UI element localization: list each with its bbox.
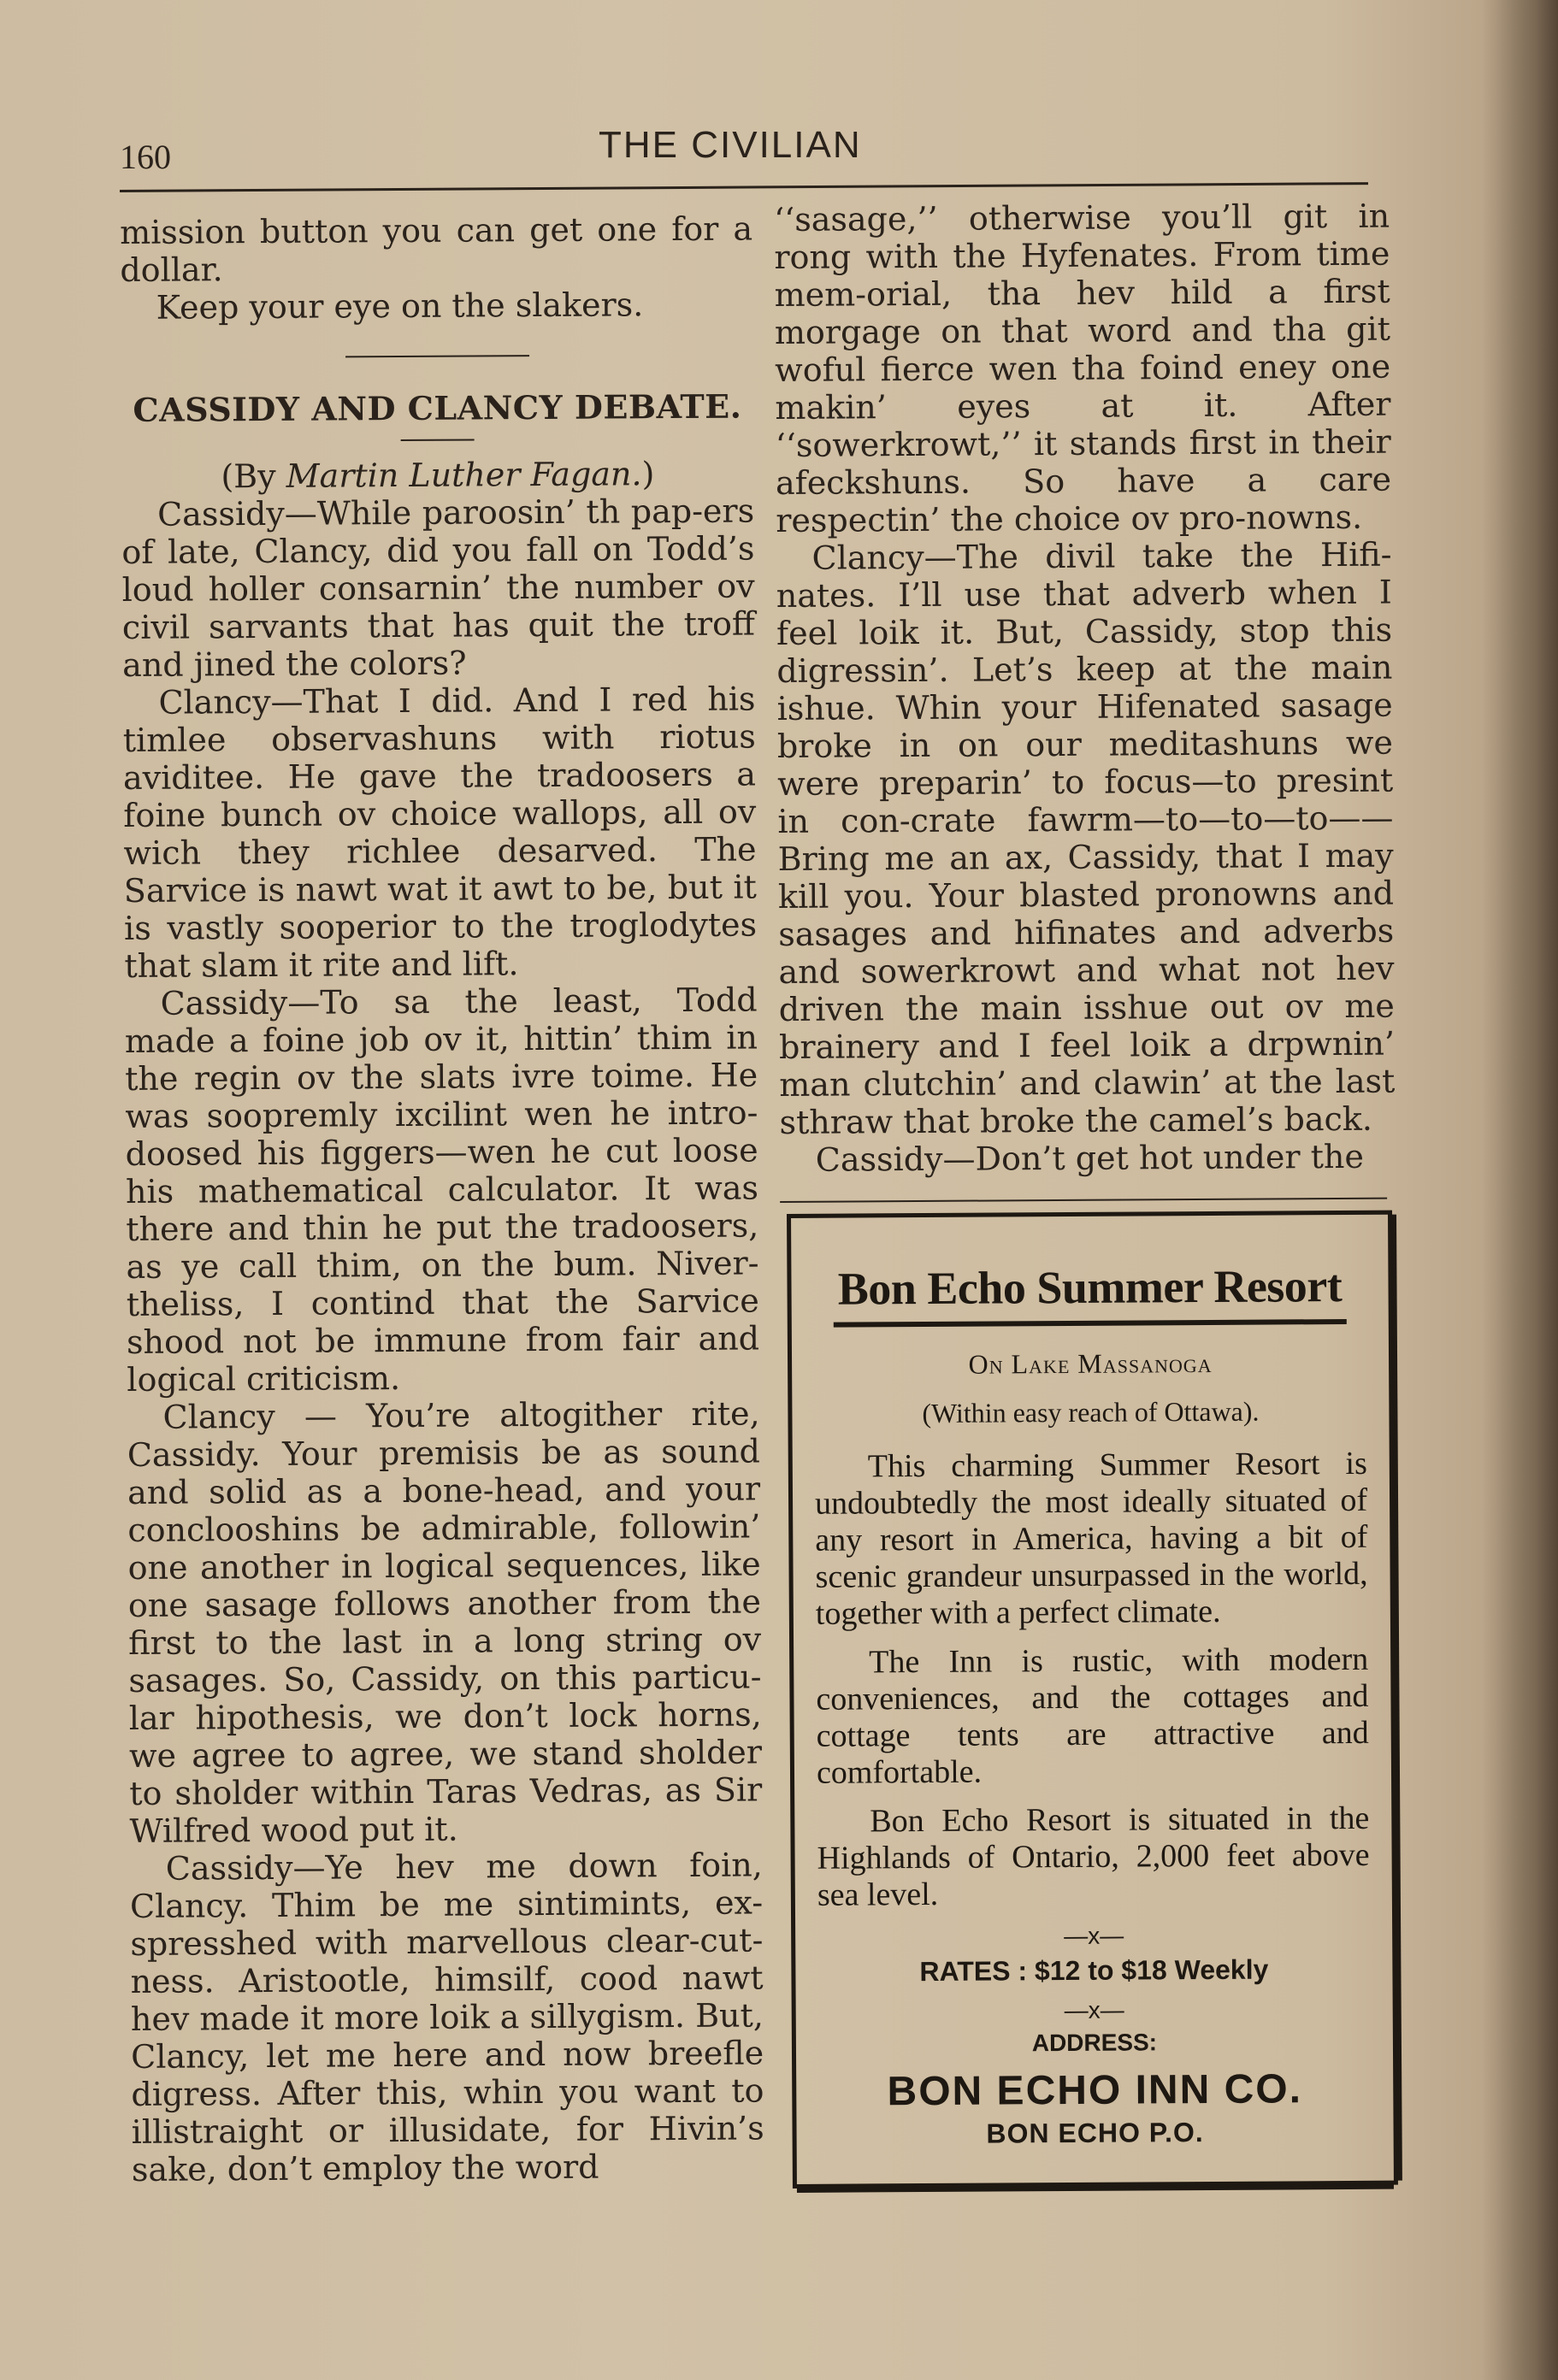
header-rule bbox=[120, 182, 1368, 192]
ad-border-shadow bbox=[797, 2184, 1394, 2193]
running-head: THE CIVILIAN bbox=[599, 124, 862, 166]
article-paragraph: Cassidy—Don’t get hot under the bbox=[815, 1137, 1365, 1179]
byline-prefix: (By bbox=[221, 457, 286, 496]
article-paragraph: Clancy—The divil take the Hifi-nates. I’ll use that adverb when I feel loik it. But, Cassidy, stop this digressin’. Let’s keep at the main ishue. Whin your Hifenated sasage broke in on our meditashuns we were preparin’ to focus—to presint in con-crate fawrm—to—to—to—— Bring me an ax, Cassidy, that I may kill you. Your blasted pronowns and sasages and hifinates and adverbs and sowerkrowt and what not hev driven the main isshue out ov me brainery and I feel loik a drpwnin’ man clutchin’ and clawin’ at the last sthraw that broke the camel’s back. bbox=[776, 535, 1396, 1141]
article-title: CASSIDY AND CLANCY DEBATE. bbox=[133, 386, 742, 429]
article-paragraph: Clancy — You’re altogither rite, Cassidy. Your premisis be as sound and solid as a bone-head, and your conclooshins be admirable, followin’ one another in logical sequences, like one sasage follows another from the first to the last in a long string ov sasages. So, Cassidy, on this particu-lar hipothesis, we don’t lock horns, we agree to agree, we stand sholder to sholder within Taras Vedras, as Sir Wilfred wood put it. bbox=[127, 1394, 763, 1850]
continuation-paragraph: Keep your eye on the slakers. bbox=[156, 286, 644, 327]
ad-paragraph: The Inn is rustic, with modern conveniences, and the cottages and cottage tents are attractive and comfortable. bbox=[816, 1641, 1369, 1791]
byline-author: Martin Luther Fagan. bbox=[286, 455, 642, 495]
article-paragraph: Cassidy—While paroosin’ th pap-ers of late, Clancy, did you fall on Todd’s loud holler consarnin’ the number ov civil sarvants that has quit the troff and jined the colors? bbox=[121, 492, 756, 684]
ad-rates: RATES : $12 to $18 Weekly bbox=[919, 1953, 1269, 1988]
section-divider bbox=[345, 355, 529, 357]
ad-title: Bon Echo Summer Resort bbox=[837, 1260, 1343, 1315]
column-end-rule bbox=[780, 1198, 1387, 1203]
ad-paragraph: Bon Echo Resort is situated in the Highlands of Ontario, 2,000 feet above sea level. bbox=[817, 1800, 1370, 1913]
continuation-paragraph: mission button you can get one for a dollar. bbox=[120, 209, 753, 289]
ad-body bbox=[793, 1427, 1392, 1914]
ad-separator: —x— bbox=[1064, 1922, 1124, 1950]
ad-title-rule bbox=[834, 1319, 1347, 1328]
page-number: 160 bbox=[120, 138, 171, 176]
article-paragraph: Cassidy—Ye hev me down foin, Clancy. Thim be me sintimints, ex-spresshed with marvellous clear-cut-ness. Aristootle, himsilf, cood nawt hev made it more loik a sillygism. But, Clancy, let me here and now breefle digress. After this, whin you want to illistraight or illusidate, for Hivin’s sake, don’t employ the word bbox=[129, 1846, 764, 2189]
byline-suffix: ) bbox=[641, 455, 655, 493]
right-column bbox=[774, 197, 1396, 1203]
ad-reach-note: (Within easy reach of Ottawa). bbox=[922, 1395, 1260, 1429]
title-divider bbox=[401, 439, 475, 441]
ad-location: On Lake Massanoga bbox=[968, 1346, 1213, 1380]
resort-advertisement bbox=[787, 1211, 1398, 2189]
article-paragraph: ‘‘sasage,’’ otherwise you’ll git in rong with the Hyfenates. From time mem-orial, tha hev hild a first morgage on that word and tha git woful fierce wen tha foind eney one makin’ eyes at it. After ‘‘sowerkrowt,’’ it stands first in their afeckshuns. So have a care respectin’ the choice ov pro-nowns. bbox=[774, 197, 1392, 539]
article-paragraph: Clancy—That I did. And I red his timlee observashuns with riotus aviditee. He gave the tradoosers a foine bunch ov choice wallops, all ov wich they richlee desarved. The Sarvice is nawt wat it awt to be, but it is vastly sooperior to the troglodytes that slam it rite and lift. bbox=[122, 680, 758, 985]
byline bbox=[121, 454, 754, 496]
ad-border-shadow bbox=[1391, 1215, 1402, 2181]
ad-separator: —x— bbox=[1064, 1996, 1124, 2024]
ad-paragraph: This charming Summer Resort is undoubtedly the most ideally situated of any resort in America, having a bit of scenic grandeur unsurpassed in the world, together with a perfect climate. bbox=[814, 1445, 1368, 1632]
binding-shadow bbox=[1481, 0, 1558, 2380]
article-paragraph: Cassidy—To sa the least, Todd made a foine job ov it, hittin’ thim in the regin ov the slats ivre toime. He was soopremly ixcilint wen he intro-doosed his figgers—wen he cut loose his mathematical calculator. It was there and thin he put the tradoosers, as ye call thim, on the bum. Niver-theliss, I contind that the Sarvice shood not be immune from fair and logical criticism. bbox=[124, 981, 760, 1399]
ad-post-office: BON ECHO P.O. bbox=[986, 2117, 1204, 2149]
ad-company: BON ECHO INN CO. bbox=[887, 2066, 1303, 2115]
ad-address-label: ADDRESS: bbox=[1031, 2029, 1158, 2057]
left-column bbox=[120, 209, 764, 2188]
